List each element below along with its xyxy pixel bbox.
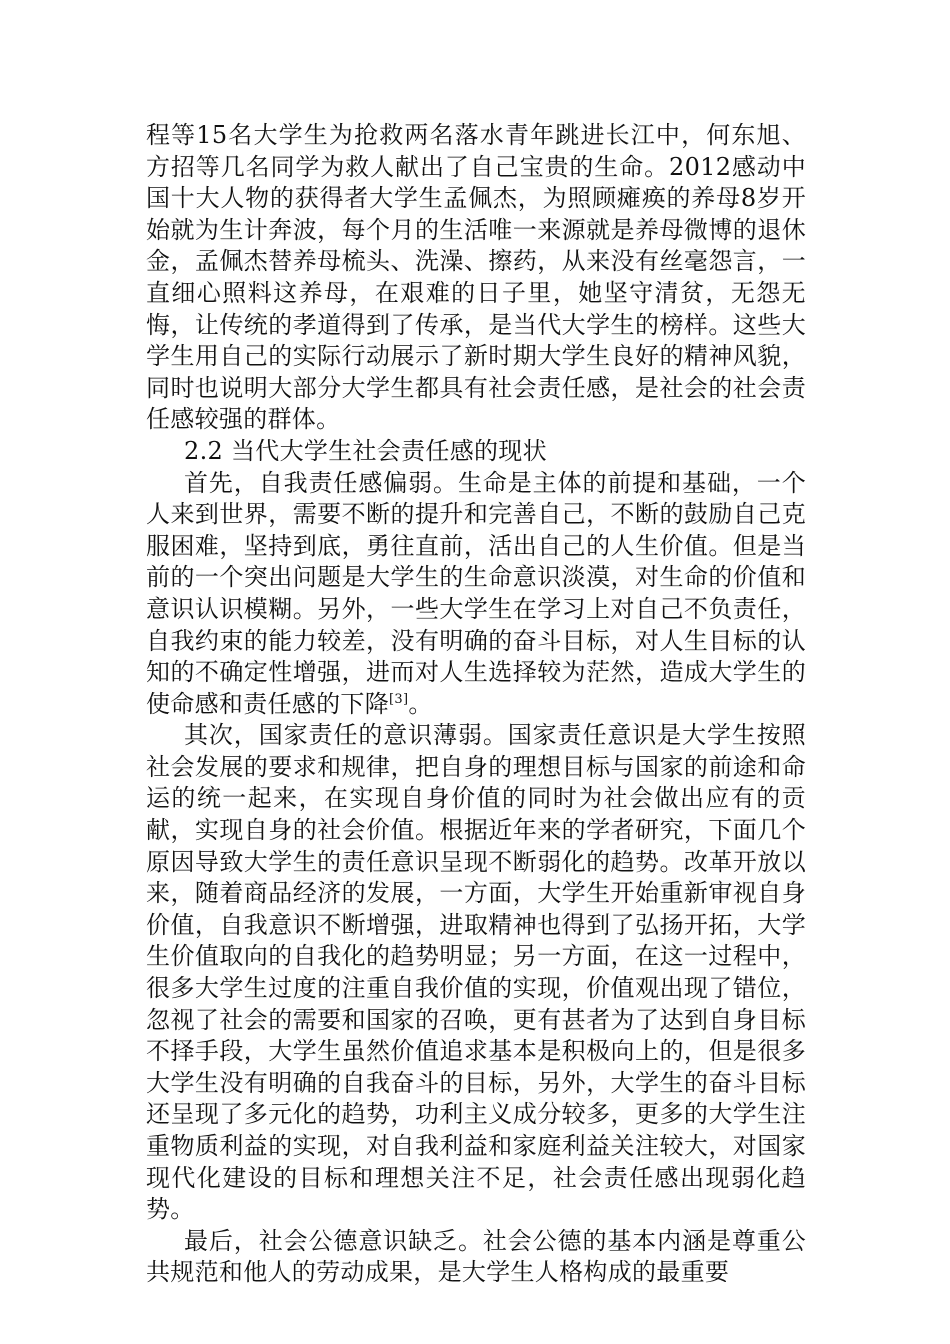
- paragraph-2-text: 首先，自我责任感偏弱。生命是主体的前提和基础，一个人来到世界，需要不断的提升和完善自己，不断的鼓励自己克服困难，坚持到底，勇往直前，活出自己的人生价值。但是当前的一个突出问题是大学生的生命意识淡漠，对生命的价值和意识认识模糊。另外，一些大学生在学习上对自己不负责任，自我约束的能力较差，没有明确的奋斗目标，对人生目标的认知的不确定性增强，进而对人生选择较为茫然，造成大学生的使命感和责任感的下降: [146, 468, 806, 718]
- body-paragraph-2: [146, 468, 806, 721]
- body-paragraph-3: 其次，国家责任的意识薄弱。国家责任意识是大学生按照社会发展的要求和规律，把自身的理想目标与国家的前途和命运的统一起来，在实现自身价值的同时为社会做出应有的贡献，实现自身的社会价值。根据近年来的学者研究，下面几个原因导致大学生的责任意识呈现不断弱化的趋势。改革开放以来，随着商品经济的发展，一方面，大学生开始重新审视自身价值，自我意识不断增强，进取精神也得到了弘扬开拓，大学生价值取向的自我化的趋势明显；另一方面，在这一过程中，很多大学生过度的注重自我价值的实现，价值观出现了错位，忽视了社会的需要和国家的召唤，更有甚者为了达到自身目标不择手段，大学生虽然价值追求基本是积极向上的，但是很多大学生没有明确的自我奋斗的目标，另外，大学生的奋斗目标还呈现了多元化的趋势，功利主义成分较多，更多的大学生注重物质利益的实现，对自我利益和家庭利益关注较大，对国家现代化建设的目标和理想关注不足，社会责任感出现弱化趋势。: [146, 721, 806, 1224]
- body-paragraph-1: 程等15名大学生为抢救两名落水青年跳进长江中，何东旭、方招等几名同学为救人献出了自己宝贵的生命。2012感动中国十大人物的获得者大学生孟佩杰，为照顾瘫痪的养母8岁开始就为生计奔波，每个月的生活唯一来源就是养母微博的退休金，孟佩杰替养母梳头、洗澡、擦药，从来没有丝毫怨言，一直细心照料这养母，在艰难的日子里，她坚守清贫，无怨无悔，让传统的孝道得到了传承，是当代大学生的榜样。这些大学生用自己的实际行动展示了新时期大学生良好的精神风貌，同时也说明大部分大学生都具有社会责任感，是社会的社会责任感较强的群体。: [146, 121, 806, 434]
- paragraph-2-end: 。: [408, 689, 433, 718]
- body-paragraph-4: 最后，社会公德意识缺乏。社会公德的基本内涵是尊重公共规范和他人的劳动成果，是大学生人格构成的最重要: [146, 1226, 806, 1287]
- citation-marker: [3]: [389, 691, 409, 707]
- section-heading: 2.2 当代大学生社会责任感的现状: [184, 436, 547, 465]
- document-page: [146, 120, 806, 1289]
